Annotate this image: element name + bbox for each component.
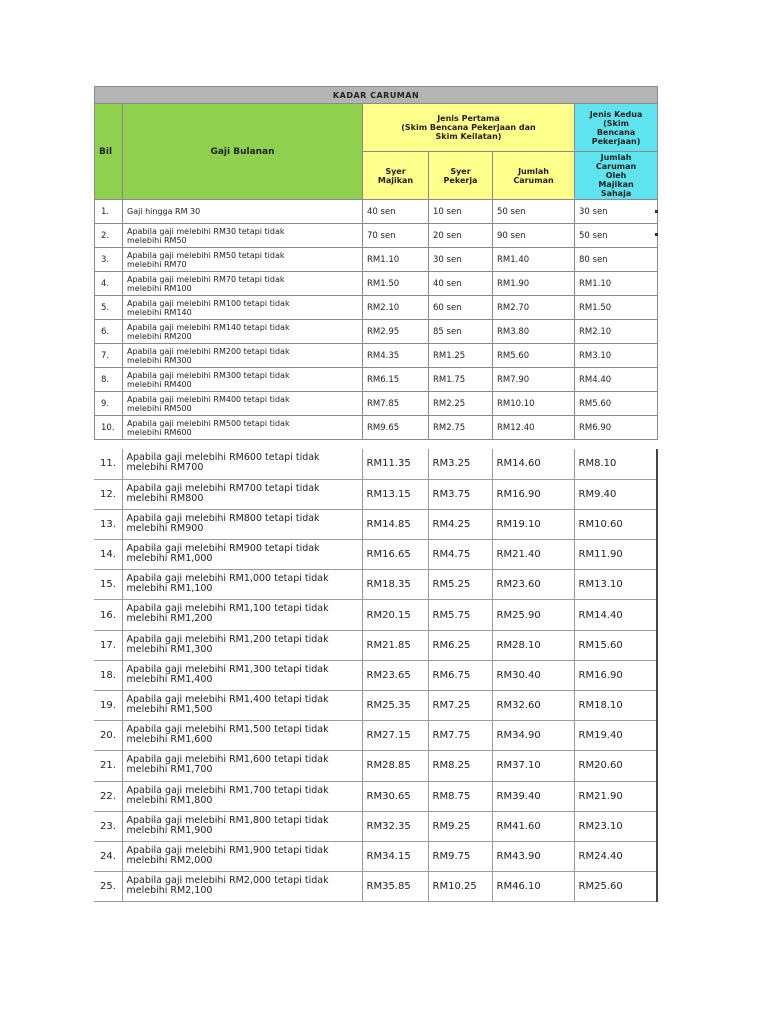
- header-syer-majikan-line1: Syer: [385, 166, 406, 176]
- row-bil: 25.: [94, 872, 122, 902]
- header-jumlah-majikan-line1: Jumlah: [600, 153, 632, 162]
- row-jumlah-majikan: 50 sen: [575, 224, 658, 248]
- row-syer-majikan: RM32.35: [362, 811, 428, 841]
- row-gaji-line1: Apabila gaji melebihi RM300 tetapi tidak: [127, 370, 290, 380]
- row-gaji-line2: melebihi RM500: [127, 403, 192, 413]
- row-syer-majikan: RM30.65: [362, 781, 428, 811]
- header-jumlah-caruman-line1: Jumlah: [518, 166, 549, 176]
- row-gaji-line1: Apabila gaji melebihi RM700 tetapi tidak: [126, 482, 320, 494]
- row-jumlah-caruman: RM19.10: [492, 509, 574, 539]
- header-syer-pekerja: [429, 152, 493, 200]
- row-syer-majikan: RM1.10: [363, 248, 429, 272]
- table-row: [94, 751, 657, 781]
- table-row: [94, 630, 657, 660]
- header-jumlah-caruman: [493, 152, 575, 200]
- row-syer-pekerja: RM6.75: [428, 660, 492, 690]
- header-syer-pekerja-line2: Pekerja: [443, 175, 478, 185]
- row-gaji: [122, 751, 362, 781]
- row-jumlah-majikan: RM16.90: [574, 660, 657, 690]
- row-gaji: [122, 872, 362, 902]
- row-jumlah-caruman: RM25.90: [492, 600, 574, 630]
- row-gaji-line1: Apabila gaji melebihi RM1,000 tetapi tidak: [126, 573, 329, 585]
- row-syer-majikan: RM21.85: [362, 630, 428, 660]
- row-gaji-line2: melebihi RM50: [127, 235, 187, 245]
- row-bil: 7.: [95, 344, 123, 368]
- row-bil: 1.: [95, 200, 123, 224]
- row-gaji-line2: melebihi RM2,000: [126, 854, 213, 866]
- row-bil: 9.: [95, 392, 123, 416]
- row-gaji: [122, 509, 362, 539]
- row-gaji-line2: melebihi RM1,700: [126, 764, 213, 776]
- row-syer-majikan: RM2.95: [363, 320, 429, 344]
- row-syer-majikan: RM18.35: [362, 570, 428, 600]
- row-jumlah-majikan: 80 sen: [575, 248, 658, 272]
- row-bil: 21.: [94, 751, 122, 781]
- row-syer-pekerja: RM4.75: [428, 540, 492, 570]
- row-gaji-line1: Apabila gaji melebihi RM500 tetapi tidak: [127, 418, 290, 428]
- row-jumlah-caruman: RM3.80: [493, 320, 575, 344]
- row-syer-pekerja: RM3.25: [428, 449, 492, 479]
- header-jumlah-majikan-line2: Caruman: [595, 162, 637, 171]
- row-gaji-line2: melebihi RM70: [127, 259, 187, 269]
- row-gaji: [123, 272, 363, 296]
- row-jumlah-majikan: RM10.60: [574, 509, 657, 539]
- row-jumlah-majikan: RM2.10: [575, 320, 658, 344]
- row-bil: 18.: [94, 660, 122, 690]
- row-gaji-line1: Apabila gaji melebihi RM1,200 tetapi tidak: [126, 633, 329, 645]
- table-row: [95, 320, 658, 344]
- row-gaji-line1: Apabila gaji melebihi RM1,600 tetapi tidak: [126, 754, 329, 766]
- row-syer-pekerja: 40 sen: [429, 272, 493, 296]
- table-row: [94, 721, 657, 751]
- row-jumlah-caruman: RM2.70: [493, 296, 575, 320]
- row-jumlah-majikan: RM4.40: [575, 368, 658, 392]
- row-jumlah-caruman: RM32.60: [492, 691, 574, 721]
- row-syer-majikan: RM23.65: [362, 660, 428, 690]
- row-gaji-line1: Apabila gaji melebihi RM900 tetapi tidak: [126, 543, 320, 555]
- row-gaji-line2: melebihi RM100: [127, 283, 192, 293]
- row-gaji-line1: Apabila gaji melebihi RM800 tetapi tidak: [126, 512, 320, 524]
- row-gaji-line2: melebihi RM140: [127, 307, 192, 317]
- row-gaji: [122, 841, 362, 871]
- row-jumlah-majikan: RM9.40: [574, 479, 657, 509]
- row-syer-pekerja: RM7.25: [428, 691, 492, 721]
- row-gaji-line1: Apabila gaji melebihi RM1,400 tetapi tidak: [126, 694, 329, 705]
- row-gaji-line1: Apabila gaji melebihi RM1,700 tetapi tidak: [126, 784, 329, 796]
- row-syer-pekerja: RM9.25: [428, 811, 492, 841]
- row-syer-pekerja: RM5.75: [428, 600, 492, 630]
- row-bil: 15.: [94, 570, 122, 600]
- table-row: [94, 570, 657, 600]
- header-gaji: Gaji Bulanan: [123, 104, 363, 200]
- table-row: [95, 296, 658, 320]
- row-jumlah-majikan: RM14.40: [574, 600, 657, 630]
- table-row: [94, 872, 657, 902]
- row-jumlah-caruman: RM46.10: [492, 872, 574, 902]
- row-jumlah-majikan: RM1.10: [575, 272, 658, 296]
- row-gaji: [123, 344, 363, 368]
- row-bil: 5.: [95, 296, 123, 320]
- row-jumlah-caruman: 50 sen: [493, 200, 575, 224]
- row-gaji-line2: melebihi RM1,900: [126, 824, 213, 836]
- row-bil: 13.: [94, 509, 122, 539]
- row-jumlah-caruman: RM12.40: [493, 416, 575, 440]
- row-gaji-line1: Apabila gaji melebihi RM1,900 tetapi tidak: [126, 844, 329, 856]
- row-jumlah-caruman: RM37.10: [492, 751, 574, 781]
- row-jumlah-majikan: RM23.10: [574, 811, 657, 841]
- row-gaji-line2: melebihi RM1,300: [126, 643, 213, 655]
- row-gaji-line1: Apabila gaji melebihi RM30 tetapi tidak: [127, 226, 285, 236]
- header-jenis-kedua-line2: (Skim: [603, 118, 629, 128]
- header-jenis-pertama-line1: Jenis Pertama: [437, 114, 500, 123]
- row-jumlah-caruman: RM39.40: [492, 781, 574, 811]
- row-jumlah-caruman: RM14.60: [492, 449, 574, 479]
- row-syer-majikan: RM35.85: [362, 872, 428, 902]
- header-bil: Bil: [95, 104, 123, 200]
- edge-marker: [655, 233, 658, 236]
- row-gaji: [123, 224, 363, 248]
- row-gaji: [123, 416, 363, 440]
- row-bil: 4.: [95, 272, 123, 296]
- row-gaji-line2: melebihi RM1,500: [126, 704, 213, 715]
- row-jumlah-majikan: RM13.10: [574, 570, 657, 600]
- row-syer-majikan: RM34.15: [362, 841, 428, 871]
- row-gaji-line2: melebihi RM1,600: [126, 734, 213, 746]
- row-gaji: [122, 570, 362, 600]
- row-syer-pekerja: RM2.25: [429, 392, 493, 416]
- row-gaji: [122, 781, 362, 811]
- top-table-body: [95, 200, 658, 440]
- row-syer-pekerja: RM2.75: [429, 416, 493, 440]
- header-jumlah-majikan-line4: Majikan: [598, 180, 634, 189]
- row-jumlah-majikan: RM1.50: [575, 296, 658, 320]
- row-jumlah-majikan: RM11.90: [574, 540, 657, 570]
- row-gaji-line1: Apabila gaji melebihi RM140 tetapi tidak: [127, 322, 290, 332]
- row-syer-pekerja: 60 sen: [429, 296, 493, 320]
- table-row: [95, 272, 658, 296]
- row-syer-majikan: RM20.15: [362, 600, 428, 630]
- row-bil: 6.: [95, 320, 123, 344]
- row-jumlah-majikan: RM15.60: [574, 630, 657, 660]
- row-bil: 3.: [95, 248, 123, 272]
- row-syer-pekerja: RM7.75: [428, 721, 492, 751]
- row-syer-pekerja: 85 sen: [429, 320, 493, 344]
- row-syer-pekerja: 30 sen: [429, 248, 493, 272]
- row-bil: 20.: [94, 721, 122, 751]
- row-jumlah-caruman: RM28.10: [492, 630, 574, 660]
- row-bil: 2.: [95, 224, 123, 248]
- row-jumlah-caruman: RM5.60: [493, 344, 575, 368]
- row-syer-majikan: RM9.65: [363, 416, 429, 440]
- row-gaji-line1: Apabila gaji melebihi RM600 tetapi tidak: [126, 452, 320, 463]
- table-row: [94, 781, 657, 811]
- row-syer-majikan: RM1.50: [363, 272, 429, 296]
- row-syer-pekerja: RM1.75: [429, 368, 493, 392]
- row-gaji-line1: Apabila gaji melebihi RM400 tetapi tidak: [127, 394, 290, 404]
- row-gaji-line1: Apabila gaji melebihi RM1,300 tetapi tidak: [126, 663, 329, 675]
- table-row: [95, 224, 658, 248]
- row-syer-pekerja: RM8.25: [428, 751, 492, 781]
- row-gaji: [122, 600, 362, 630]
- row-syer-majikan: RM2.10: [363, 296, 429, 320]
- row-jumlah-caruman: RM30.40: [492, 660, 574, 690]
- header-syer-majikan-line2: Majikan: [377, 175, 414, 185]
- row-gaji: [123, 320, 363, 344]
- row-bil: 23.: [94, 811, 122, 841]
- row-syer-pekerja: RM5.25: [428, 570, 492, 600]
- header-jenis-pertama: [363, 104, 575, 152]
- row-syer-pekerja: 20 sen: [429, 224, 493, 248]
- row-syer-majikan: RM16.65: [362, 540, 428, 570]
- table-row: [95, 416, 658, 440]
- row-gaji-line2: melebihi RM1,100: [126, 583, 213, 595]
- row-jumlah-caruman: RM34.90: [492, 721, 574, 751]
- row-bil: 24.: [94, 841, 122, 871]
- row-jumlah-majikan: RM25.60: [574, 872, 657, 902]
- row-jumlah-majikan: RM18.10: [574, 691, 657, 721]
- row-gaji-line1: Apabila gaji melebihi RM1,500 tetapi tidak: [126, 724, 329, 736]
- table-row: [95, 200, 658, 224]
- row-jumlah-majikan: RM8.10: [574, 449, 657, 479]
- row-syer-pekerja: RM8.75: [428, 781, 492, 811]
- row-gaji-line1: Apabila gaji melebihi RM100 tetapi tidak: [127, 298, 290, 308]
- row-jumlah-majikan: RM21.90: [574, 781, 657, 811]
- row-gaji-line2: melebihi RM1,000: [126, 553, 213, 565]
- table-row: [94, 691, 657, 721]
- header-jumlah-majikan-line5: Sahaja: [600, 189, 632, 198]
- row-syer-pekerja: RM10.25: [428, 872, 492, 902]
- row-gaji: [123, 392, 363, 416]
- row-gaji: [123, 248, 363, 272]
- row-jumlah-caruman: RM1.90: [493, 272, 575, 296]
- header-syer-pekerja-line1: Syer: [450, 166, 471, 176]
- row-jumlah-caruman: RM16.90: [492, 479, 574, 509]
- row-gaji: [122, 721, 362, 751]
- row-syer-pekerja: RM1.25: [429, 344, 493, 368]
- row-gaji: [123, 200, 363, 224]
- row-jumlah-majikan: RM20.60: [574, 751, 657, 781]
- row-syer-majikan: RM11.35: [362, 449, 428, 479]
- table-row: [95, 344, 658, 368]
- row-jumlah-majikan: 30 sen: [575, 200, 658, 224]
- row-syer-pekerja: RM6.25: [428, 630, 492, 660]
- table-row: [94, 540, 657, 570]
- row-jumlah-caruman: RM7.90: [493, 368, 575, 392]
- row-gaji-line1: Apabila gaji melebihi RM70 tetapi tidak: [127, 274, 285, 284]
- row-gaji: [122, 691, 362, 721]
- row-syer-majikan: RM25.35: [362, 691, 428, 721]
- edge-marker: [655, 210, 658, 213]
- row-gaji-line2: melebihi RM2,100: [126, 885, 213, 897]
- row-bil: 12.: [94, 479, 122, 509]
- row-jumlah-majikan: RM24.40: [574, 841, 657, 871]
- row-gaji-line1: Apabila gaji melebihi RM1,800 tetapi tidak: [126, 814, 329, 826]
- table-title: KADAR CARUMAN: [95, 87, 658, 104]
- row-syer-pekerja: 10 sen: [429, 200, 493, 224]
- row-gaji: [122, 811, 362, 841]
- row-bil: 22.: [94, 781, 122, 811]
- row-syer-majikan: RM6.15: [363, 368, 429, 392]
- row-gaji: [123, 296, 363, 320]
- row-syer-majikan: RM13.15: [362, 479, 428, 509]
- row-jumlah-caruman: RM1.40: [493, 248, 575, 272]
- header-jumlah-majikan-line3: Oleh: [605, 171, 627, 180]
- header-syer-majikan: [363, 152, 429, 200]
- bottom-table-body: [94, 449, 657, 902]
- row-syer-pekerja: RM4.25: [428, 509, 492, 539]
- row-gaji-line1: Gaji hingga RM 30: [127, 207, 201, 216]
- row-gaji-line2: melebihi RM1,400: [126, 673, 213, 685]
- header-jumlah-majikan: [575, 152, 658, 200]
- row-bil: 16.: [94, 600, 122, 630]
- row-gaji-line2: melebihi RM700: [126, 462, 204, 473]
- row-syer-majikan: RM27.15: [362, 721, 428, 751]
- row-gaji-line2: melebihi RM400: [127, 379, 192, 389]
- row-bil: 11.: [94, 449, 122, 479]
- table-row: [94, 600, 657, 630]
- row-syer-majikan: RM7.85: [363, 392, 429, 416]
- row-jumlah-majikan: RM5.60: [575, 392, 658, 416]
- header-jenis-kedua-line3: Bencana: [596, 127, 636, 137]
- table-row: [94, 811, 657, 841]
- caruman-table-top: [94, 86, 658, 440]
- header-jenis-pertama-line3: Skim Keilatan): [435, 132, 502, 141]
- row-bil: 19.: [94, 691, 122, 721]
- row-bil: 14.: [94, 540, 122, 570]
- row-gaji: [122, 630, 362, 660]
- row-syer-majikan: RM28.85: [362, 751, 428, 781]
- row-gaji-line1: Apabila gaji melebihi RM200 tetapi tidak: [127, 346, 290, 356]
- row-jumlah-caruman: 90 sen: [493, 224, 575, 248]
- row-jumlah-majikan: RM3.10: [575, 344, 658, 368]
- row-jumlah-majikan: RM19.40: [574, 721, 657, 751]
- table-row: [94, 509, 657, 539]
- row-syer-majikan: RM14.85: [362, 509, 428, 539]
- row-syer-majikan: 70 sen: [363, 224, 429, 248]
- row-syer-majikan: RM4.35: [363, 344, 429, 368]
- row-bil: 17.: [94, 630, 122, 660]
- row-jumlah-caruman: RM23.60: [492, 570, 574, 600]
- header-jumlah-caruman-line2: Caruman: [513, 175, 554, 185]
- row-gaji-line2: melebihi RM800: [126, 492, 204, 504]
- row-gaji: [123, 368, 363, 392]
- row-gaji-line2: melebihi RM200: [127, 331, 192, 341]
- row-jumlah-caruman: RM43.90: [492, 841, 574, 871]
- caruman-table-bottom: [94, 449, 658, 902]
- row-gaji: [122, 540, 362, 570]
- row-jumlah-caruman: RM10.10: [493, 392, 575, 416]
- header-jenis-kedua-line4: Pekerjaan): [591, 136, 641, 146]
- table-row: [94, 660, 657, 690]
- row-bil: 8.: [95, 368, 123, 392]
- row-syer-pekerja: RM3.75: [428, 479, 492, 509]
- table-row: [94, 449, 657, 479]
- table-row: [95, 248, 658, 272]
- row-gaji-line1: Apabila gaji melebihi RM50 tetapi tidak: [127, 250, 285, 260]
- table-row: [94, 479, 657, 509]
- row-gaji: [122, 660, 362, 690]
- row-gaji-line2: melebihi RM1,200: [126, 613, 213, 625]
- row-gaji-line2: melebihi RM600: [127, 427, 192, 437]
- row-jumlah-caruman: RM41.60: [492, 811, 574, 841]
- row-gaji-line1: Apabila gaji melebihi RM2,000 tetapi tidak: [126, 875, 329, 887]
- row-jumlah-majikan: RM6.90: [575, 416, 658, 440]
- row-gaji-line2: melebihi RM1,800: [126, 794, 213, 806]
- row-syer-majikan: 40 sen: [363, 200, 429, 224]
- header-jenis-kedua-line1: Jenis Kedua: [589, 109, 643, 119]
- row-gaji: [122, 449, 362, 479]
- row-syer-pekerja: RM9.75: [428, 841, 492, 871]
- table-row: [95, 368, 658, 392]
- row-gaji-line2: melebihi RM900: [126, 522, 204, 534]
- row-gaji-line1: Apabila gaji melebihi RM1,100 tetapi tidak: [126, 603, 329, 615]
- header-jenis-pertama-line2: (Skim Bencana Pekerjaan dan: [401, 123, 536, 132]
- row-gaji-line2: melebihi RM300: [127, 355, 192, 365]
- table-row: [94, 841, 657, 871]
- header-jenis-kedua: [575, 104, 658, 152]
- table-row: [95, 392, 658, 416]
- row-jumlah-caruman: RM21.40: [492, 540, 574, 570]
- row-bil: 10.: [95, 416, 123, 440]
- row-gaji: [122, 479, 362, 509]
